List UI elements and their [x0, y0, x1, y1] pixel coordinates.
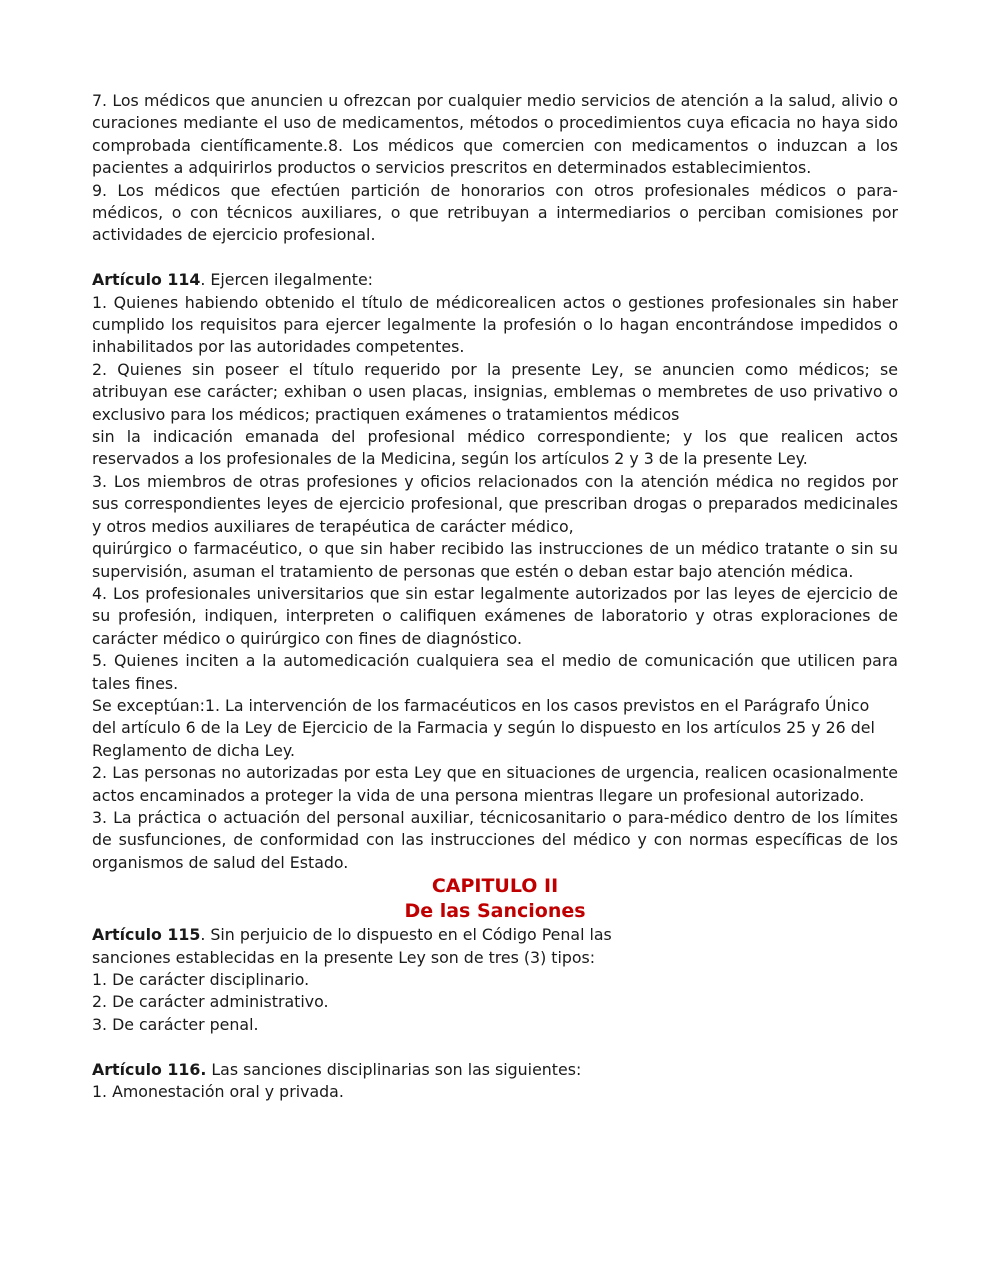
- article-115-text: . Sin perjuicio de lo dispuesto en el Código Penal las: [200, 925, 612, 945]
- article-114-item-5: 5. Quienes inciten a la automedicación cualquiera sea el medio de comunicación que utilicen para tales fines.: [92, 651, 898, 693]
- spacer: [92, 1036, 898, 1058]
- article-114-heading: [92, 269, 898, 291]
- exception-3: 3. La práctica o actuación del personal auxiliar, técnicosanitario o para-médico dentro de los límites de susfunciones, de conformidad con las instrucciones del médico y con normas específicas de los organismos de salud del Estado.: [92, 807, 898, 872]
- article-115-item: 1. De carácter disciplinario.: [92, 970, 310, 990]
- article-114-item-4: 4. Los profesionales universitarios que sin estar legalmente autorizados por las leyes de ejercicio de su profesión, indiquen, interpreten o califiquen exámenes de laboratorio y otras exploraciones de carácter médico o quirúrgico con fines de diagnóstico.: [92, 583, 898, 648]
- article-114-item-3a: 3. Los miembros de otras profesiones y oficios relacionados con la atención médica no regidos por sus correspondientes leyes de ejercicio profesional, que prescriban drogas o preparados medicinales y otros medios auxiliares de terapéutica de carácter médico,: [92, 471, 898, 536]
- exception-1: Se exceptúan:1. La intervención de los farmacéuticos en los casos previstos en el Parágrafo Único del artículo 6 de la Ley de Ejercicio de la Farmacia y según lo dispuesto en los artículos 25 y 26 del Reglamento de dicha Ley.: [92, 695, 875, 760]
- article-115-item: 2. De carácter administrativo.: [92, 992, 329, 1012]
- article-115-item: 3. De carácter penal.: [92, 1014, 259, 1034]
- article-116-label: Artículo 116.: [92, 1059, 207, 1079]
- article-114-item-2a: 2. Quienes sin poseer el título requerido por la presente Ley, se anuncien como médicos; se atribuyan ese carácter; exhiban o usen placas, insignias, emblemas o membretes de uso privativo o exclusivo para los médicos; practiquen exámenes o tratamientos médicos: [92, 359, 898, 424]
- article-114-intro: . Ejercen ilegalmente:: [200, 270, 374, 290]
- article-115-line-2: sanciones establecidas en la presente Ley son de tres (3) tipos:: [92, 947, 596, 967]
- article-114-label: Artículo 114: [92, 270, 201, 290]
- spacer: [92, 247, 898, 269]
- article-116-text: Las sanciones disciplinarias son las siguientes:: [206, 1059, 582, 1079]
- chapter-subtitle: De las Sanciones: [404, 900, 586, 923]
- document-page: [92, 90, 898, 1103]
- article-114-item-1: 1. Quienes habiendo obtenido el título de médicorealicen actos o gestiones profesionales sin haber cumplido los requisitos para ejercer legalmente la profesión o lo hagan encontrándose impedidos o inhabilitados por las autoridades competentes.: [92, 292, 898, 357]
- article-116-heading: [92, 1059, 898, 1081]
- article-115-line-1: [92, 924, 898, 946]
- exception-2: 2. Las personas no autorizadas por esta Ley que en situaciones de urgencia, realicen ocasionalmente actos encaminados a proteger la vida de una persona mientras llegare un profesional autorizado.: [92, 763, 898, 805]
- article-115-label: Artículo 115: [92, 925, 201, 945]
- paragraph-item-9: 9. Los médicos que efectúen partición de honorarios con otros profesionales médicos o para-médicos, o con técnicos auxiliares, o que retribuyan a intermediarios o perciban comisiones por actividades de ejercicio profesional.: [92, 180, 898, 245]
- article-116-item-1: 1. Amonestación oral y privada.: [92, 1082, 344, 1102]
- article-114-item-2b: sin la indicación emanada del profesional médico correspondiente; y los que realicen actos reservados a los profesionales de la Medicina, según los artículos 2 y 3 de la presente Ley.: [92, 427, 898, 469]
- paragraph-items-7-8: 7. Los médicos que anuncien u ofrezcan por cualquier medio servicios de atención a la salud, alivio o curaciones mediante el uso de medicamentos, métodos o procedimientos cuya eficacia no haya sido comprobada científicamente.8. Los médicos que comercien con medicamentos o induzcan a los pacientes a adquirirlos productos o servicios prescritos en determinados establecimientos.: [92, 91, 898, 178]
- article-114-item-3b: quirúrgico o farmacéutico, o que sin haber recibido las instrucciones de un médico tratante o sin su supervisión, asuman el tratamiento de personas que estén o deban estar bajo atención médica.: [92, 539, 898, 581]
- chapter-title: CAPITULO II: [431, 875, 559, 898]
